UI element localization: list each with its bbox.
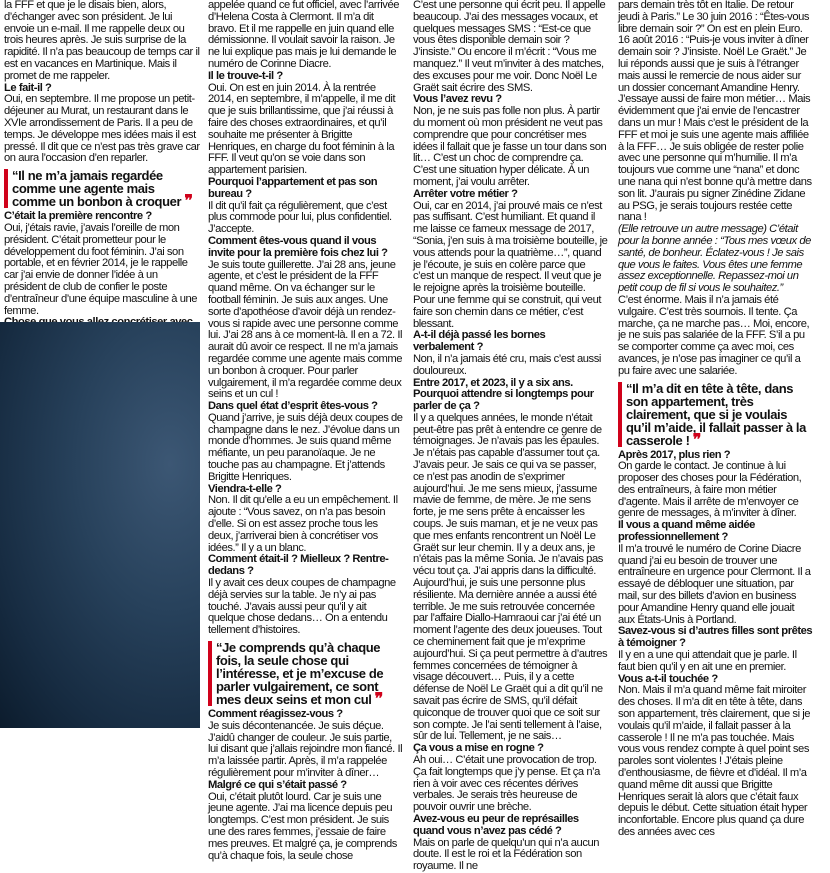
article-column-4 <box>618 0 813 838</box>
paragraph: Il y a quelques années, le monde n’était peut-être pas prêt à entendre ce genre de témoignages. Je n’avais pas les épaules. Je n’étais pas capable d’assumer tout ça. J’avais peur. Je sais ce qui va se passer, ce n’est pas anodin de s’exprimer aujourd’hui. Je me sens mieux, j’assume mavie de femme, de mère. Je me sens forte, je me sens prête à encaisser les coups. Je suis maman, et je ne veux pas que mes enfants rencontrent un Noël Le Graët sur leur chemin. Il y a deux ans, je n’étais pas la même Sonia. Je n’avais pas vécu tout ça. J’ai appris dans la difficulté. Aujourd’hui, je suis une personne plus résiliente. Ma dernière année a aussi été terrible. Je me suis retrouvée concernée par l’affaire Diallo-Hamraoui car j’ai été un moment l’agente des deux joueuses. Tout ce cheminement fait que je m’exprime aujourd’hui. Si ça peut permettre à d’autres femmes concernées de témoigner à visage découvert… Puis, il y a cette défense de Noël Le Graët qui a dit qu’il ne savait pas écrire de SMS, qu’il défait quiconque de trouver quoi que ce soit sur son compte. Je l’ai senti tellement à l’aise, sûr de lui. Tellement, je ne sais… <box>413 411 608 743</box>
paragraph: Non. Il dit qu’elle a eu un empêchement. Il ajoute : “Vous savez, on n’a pas besoin d’elle. Si on est assez proche tous les deux, j’arriverai bien à concrétiser vos idées.” Il y a un blanc. <box>208 494 398 554</box>
question: Vous l’avez revu ? <box>413 93 502 106</box>
question: C’était la première rencontre ? <box>4 210 152 223</box>
question: Pourquoi l’appartement et pas son bureau ? <box>208 175 378 200</box>
question: Comment réagissez-vous ? <box>208 708 343 721</box>
question: Après 2017, plus rien ? <box>618 448 731 461</box>
question: Ça vous a mise en rogne ? <box>413 742 544 755</box>
paragraph: Non. Mais il m’a quand même fait miroiter des choses. Il m’a dit en tête à tête, dans son appartement, très clairement, que si je voulais qu’il m’aide, il fallait passer à la casserole ! Il ne m’a pas touchée. Mais vous vous rendez compte à quel point ses paroles sont violentes ! J’étais pleine d’enthousiasme, de fièvre et d’idéal. Il m’a quand même dit aussi que Brigitte Henriques serait là alors que c’était faux depuis le début. Cette situation était hyper inconfortable. Encore plus quand ça dure des années avec ces <box>618 684 811 838</box>
article-column-1 <box>4 0 200 376</box>
pull-quote-bar <box>618 382 622 447</box>
paragraph: appelée quand ce fut officiel, avec l’arrivée d’Helena Costa à Clermont. Il m’a dit bravo. Et il me rappelle en juin quand elle démissionne. Il voulait savoir la raison. Je ne lui explique pas mais je lui demande le numéro de Corinne Diacre. <box>208 0 399 70</box>
portrait-photo <box>0 322 200 728</box>
paragraph: Il y en a une qui attendait que je parle. Il faut bien qu’il y en ait une en premier. <box>618 649 797 673</box>
question: Il vous a quand même aidée professionnellement ? <box>618 519 755 544</box>
quote-mark-icon: ❞ <box>692 431 701 449</box>
question: Malgré ce qui s’était passé ? <box>208 778 347 791</box>
paragraph: C’est énorme. Mais il n’a jamais été vulgaire. C’est très sournois. Il tente. Ça marche, ça ne marche pas… Moi, encore, je ne suis pas salariée de la FFF. S’il a pu se comporter comme ça avec moi, ces avances, je n’ose pas imaginer ce qu’il a pu faire avec une salariée. <box>618 293 810 377</box>
paragraph: Non, je ne suis pas folle non plus. À partir du moment où mon président ne veut pas comprendre que pour concrétiser mes idées il fallait que je fasse un tour dans son lit… C’est un choc de comprendre ça. C’est une situation hyper délicate. À un moment, j’ai voulu arrêter. <box>413 105 607 188</box>
question: Avez-vous eu peur de représailles quand vous n’avez pas cédé ? <box>413 812 579 837</box>
quote-mark-icon: ❞ <box>184 193 193 211</box>
question: Vous a-t-il touchée ? <box>618 672 718 685</box>
paragraph: Oui, en septembre. Il me propose un petit-déjeuner au Murat, un restaurant dans le XVIe arrondissement de Paris. Il a peu de temps. Je développe mes idées mais il est pressé. Il dit que ce n’est pas très grave car on aura l’occasion d’en reparler. <box>4 93 200 165</box>
question: Le fait-il ? <box>4 81 52 94</box>
paragraph: la FFF et que je le disais bien, alors, d’échanger avec son président. Je lui envoie un e-mail. Il me rappelle deux ou trois heures après. Je suis surprise de la rapidité. Il n’a pas beaucoup de temps car il est en vacances en Martinique. Mais il promet de me rappeler. <box>4 0 200 82</box>
pull-quote <box>618 382 813 447</box>
article-column-2 <box>208 0 403 862</box>
paragraph: Quand j’arrive, je suis déjà deux coupes de champagne dans le nez. J’évolue dans un monde d’hommes. Je suis quand même méfiante, un peu paranoïaque. Je ne touche pas au champagne. Et j’attends Brigitte Henriques. <box>208 411 403 483</box>
paragraph: Oui. On est en juin 2014. À la rentrée 2014, en septembre, il m’appelle, il me dit que je suis brillantissime, que j’ai réussi à faire des choses extraordinaires, et qu’il souhaite me présenter à Brigitte Henriques, en charge du foot féminin à la FFF. Il veut qu’on se voie dans son appartement parisien. <box>208 81 396 177</box>
paragraph: Oui, car en 2014, j’ai prouvé mais ce n’est pas suffisant. C’est humiliant. Et quand il me laisse ce fameux message de 2017, “Sonia, j’en suis à ma troisième bouteille, je vous attends pour la quatrième…”, quand je l’écoute, je suis en colère parce que c’est un manque de respect. Il veut que je le rejoigne après la troisième bouteille. Pour une femme qui se construit, qui veut faire son chemin dans ce métier, c’est blessant. <box>413 199 608 330</box>
pull-quote-bar <box>4 169 8 208</box>
paragraph: Oui, c’était plutôt lourd. Car je suis une jeune agente. J’ai ma licence depuis peu longtemps. C’est mon président. Je suis une des rares femmes, j’essaie de faire mes preuves. Et malgré ça, je comprends qu’à chaque fois, la seule chose <box>208 790 397 862</box>
paragraph: C’est une personne qui écrit peu. Il appelle beaucoup. J’ai des messages vocaux, et quelques messages SMS : “Est-ce que vous êtes disponible demain soir ? J’insiste.” Ou encore il m’écrit : “Vous me manquez.” Il veut m’inviter à des matches, des excuses pour me voir. Donc Noël Le Graët sait écrire des SMS. <box>413 0 606 94</box>
pull-quote-text: “Il m’a dit en tête à tête, dans son appartement, très clairement, que si je voulais qu’il m’aide, il fallait passer à la casserole ! <box>626 380 806 448</box>
paragraph: On garde le contact. Je continue à lui proposer des choses pour la Fédération, des entraîneurs, à faire mon métier d’agente. Mais il arrête de m’envoyer ce genre de messages, à m’inviter à dîner. <box>618 460 802 520</box>
pull-quote-bar <box>208 641 212 706</box>
paragraph: Il dit qu’il fait ça régulièrement, que c’est plus commode pour lui, plus confidentiel. J’accepte. <box>208 199 392 236</box>
question: Il le trouve-t-il ? <box>208 69 283 82</box>
question: Entre 2017, et 2023, il y a six ans. Pourquoi attendre si longtemps pour parler de ça ? <box>413 376 594 413</box>
quote-mark-icon: ❞ <box>374 691 383 709</box>
article-column-3 <box>413 0 608 873</box>
pull-quote <box>208 640 403 709</box>
question: Comment êtes-vous quand il vous invite pour la première fois chez lui ? <box>208 234 388 259</box>
paragraph: pars demain très tôt en Italie. De retour jeudi à Paris.” Le 30 juin 2016 : “Êtes-vous libre demain soir ?” On est en plein Euro. 16 août 2016 : “Puis-je vous inviter à dîner demain soir ? J’insiste. Noël Le Graët.” Je lui réponds aussi que je suis à l’étranger mais aussi le remercie de nous aider sur un dossier concernant Amandine Henry. J’essaye aussi de faire mon métier… Mais évidemment que j’ai envie de l’encastrer dans un mur ! Mais c’est le président de la FFF et moi je suis une agente mais affiliée à la FFF… Je suis obligée de rester polie avec une personne qui m’humilie. Il m’a toujours vue comme une “nana” et donc une nana qui n’est bonne qu’à mettre dans son lit. J’aurais pu signer Zinédine Zidane au PSG, je serais toujours restée cette nana ! <box>618 0 812 224</box>
question: Dans quel état d’esprit êtes-vous ? <box>208 400 378 413</box>
pull-quote-text: “Il ne m’a jamais regardée comme une agente mais comme un bonbon à croquer <box>12 168 182 210</box>
question: A-t-il déjà passé les bornes verbalement ? <box>413 329 546 354</box>
question: Comment était-il ? Mielleux ? Rentre-dedans ? <box>208 553 389 578</box>
paragraph: Non, il n’a jamais été cru, mais c’est aussi douloureux. <box>413 352 601 377</box>
pull-quote-text: “Je comprends qu’à chaque fois, la seule chose qui l’intéresse, et je m’excuse de parler vulgairement, ce sont mes deux seins et mon cul <box>216 640 384 708</box>
question: Savez-vous si d’autres filles sont prêtes à témoigner ? <box>618 625 813 650</box>
question: Viendra-t-elle ? <box>208 482 282 495</box>
paragraph: Oui, j’étais ravie, j’avais l’oreille de mon président. C’était prometteur pour le développement du foot féminin. J’ai son portable, et en février 2014, je le rappelle car j’ai envie de donner l’idée à un président de club de confier le poste d’entraîneur d’une équipe masculine à une femme. <box>4 221 198 317</box>
paragraph: Je suis décontenancée. Je suis déçue. J’aidû changer de couleur. Je suis partie, lui disant que j’allais rejoindre mon fiancé. Il m’a laissée partir. Après, il m’a rappelée régulièrement pour m’inviter à dîner… <box>208 719 403 780</box>
paragraph: Mais on parle de quelqu’un qui n’a aucun doute. Il est le roi et la Fédération son royaume. Il ne <box>413 836 600 873</box>
paragraph: Ah oui… C’était une provocation de trop. Ça fait longtemps que j’y pense. Et ça n’a rien à voir avec ces récentes dérives verbales. Je serais très heureuse de pouvoir ouvrir une brèche. <box>413 754 600 814</box>
paragraph: Je suis toute guillerette. J’ai 28 ans, jeune agente, et c’est le président de la FFF quand même. On va échanger sur le football féminin. Je suis aux anges. Une sorte d’apothéose d’avoir déjà un rendez-vous si rapide avec une personne comme lui. J’ai 28 ans à ce moment-là. Il en a 72. Il aurait dû avoir ce respect. Il ne m’a jamais regardée comme une agente mais comme un bonbon à croquer. Pour parler vulgairement, il m’a regardée comme deux seins et un cul ! <box>208 258 403 401</box>
pull-quote <box>4 168 200 211</box>
question: Arrêter votre métier ? <box>413 187 518 200</box>
paragraph: Il y avait ces deux coupes de champagne déjà servies sur la table. Je n’y ai pas touché. J’avais aussi peur qu’il y ait quelque chose dedans… On a entendu tellement d’histoires. <box>208 577 396 637</box>
paragraph: Il m’a trouvé le numéro de Corine Diacre quand j’ai eu besoin de trouver une entraîneure en urgence pour Clermont. Il a essayé de débloquer une situation, par mail, sur des billets d’avion en business pour Amandine Henry quand elle jouait aux États-Unis à Portland. <box>618 542 811 626</box>
paragraph-italic: (Elle retrouve un autre message) C’était pour la bonne année : “Tous mes vœux de santé, de bonheur. Éclatez-vous ! Je sais que vous le faites. Vous êtes une femme assez exceptionnelle. Repassez-moi un petit coup de fil si vous le souhaitez.” <box>618 223 811 295</box>
